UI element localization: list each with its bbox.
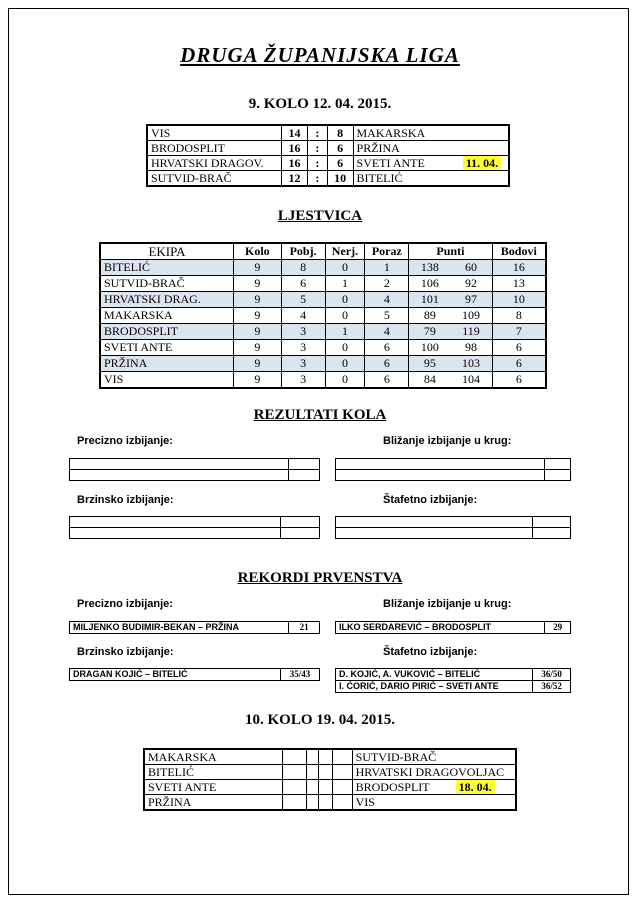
- record-holder: MILJENKO BUDIMIR-BEKAN – PRŽINA: [70, 622, 289, 634]
- col-poraz: Poraz: [365, 243, 409, 260]
- games-played: 9: [233, 372, 281, 389]
- record-value: 21: [289, 622, 320, 634]
- losses: 6: [365, 356, 409, 372]
- page-title: DRUGA ŽUPANIJSKA LIGA: [180, 43, 460, 67]
- score-cell: [283, 780, 307, 795]
- points-for: 79: [409, 324, 451, 340]
- away-cell: [352, 795, 516, 811]
- standings-table: [99, 242, 547, 389]
- record-value: 29: [545, 622, 571, 634]
- points-for: 106: [409, 276, 451, 292]
- home-team: VIS: [147, 125, 282, 141]
- col-pobj: Pobj.: [281, 243, 325, 260]
- records-stafetno-table: [335, 668, 571, 693]
- losses: 4: [365, 324, 409, 340]
- points-against: 103: [450, 356, 492, 372]
- points-against: 119: [450, 324, 492, 340]
- records-precizno-table: [69, 621, 320, 634]
- standings-row: [100, 340, 546, 356]
- score-cell: [318, 765, 332, 780]
- match-row: [147, 141, 509, 156]
- points-against: 109: [450, 308, 492, 324]
- total-points: 10: [492, 292, 546, 308]
- results-brzinsko-label: Brzinsko izbijanje:: [77, 494, 174, 506]
- away-team: HRVATSKI DRAGOVOLJAC: [355, 765, 505, 779]
- records-brzinsko-table: [69, 668, 320, 681]
- games-played: 9: [233, 356, 281, 372]
- games-played: 9: [233, 292, 281, 308]
- away-cell: [352, 780, 516, 795]
- points-against: 92: [450, 276, 492, 292]
- games-played: 9: [233, 324, 281, 340]
- total-points: 6: [492, 372, 546, 389]
- home-team: PRŽINA: [144, 795, 283, 811]
- team-name: VIS: [100, 372, 233, 389]
- total-points: 6: [492, 340, 546, 356]
- score-cell: [307, 795, 319, 811]
- match-row: [147, 171, 509, 187]
- results-precizno-table: [69, 458, 320, 481]
- games-played: 9: [233, 276, 281, 292]
- col-kolo: Kolo: [233, 243, 281, 260]
- score-cell: [318, 795, 332, 811]
- standings-row: [100, 324, 546, 340]
- away-score: 6: [327, 141, 353, 156]
- home-team: MAKARSKA: [144, 749, 283, 765]
- losses: 2: [365, 276, 409, 292]
- home-team: SVETI ANTE: [144, 780, 283, 795]
- home-score: 12: [282, 171, 308, 187]
- record-value: 36/52: [533, 681, 571, 693]
- records-header: REKORDI PRVENSTVA: [237, 570, 403, 586]
- team-name: SVETI ANTE: [100, 340, 233, 356]
- round10-table: [143, 748, 517, 811]
- wins: 5: [281, 292, 325, 308]
- wins: 3: [281, 340, 325, 356]
- fixture-row: [144, 749, 516, 765]
- draws: 0: [325, 308, 365, 324]
- away-team: PRŽINA: [356, 141, 400, 155]
- score-cell: [332, 765, 352, 780]
- away-cell: [352, 749, 516, 765]
- results-precizno-label: Precizno izbijanje:: [77, 435, 173, 447]
- wins: 4: [281, 308, 325, 324]
- fixture-row: [144, 795, 516, 811]
- points-against: 97: [450, 292, 492, 308]
- results-stafetno-table: [335, 516, 571, 539]
- home-score: 16: [282, 141, 308, 156]
- away-team: MAKARSKA: [356, 126, 426, 140]
- records-precizno-label: Precizno izbijanje:: [77, 598, 173, 610]
- home-team: HRVATSKI DRAGOV.: [147, 156, 282, 171]
- score-cell: [318, 749, 332, 765]
- results-brzinsko-table: [69, 516, 320, 539]
- draws: 0: [325, 356, 365, 372]
- games-played: 9: [233, 260, 281, 276]
- records-brzinsko-label: Brzinsko izbijanje:: [77, 646, 174, 658]
- score-separator: :: [307, 125, 327, 141]
- away-cell: [353, 125, 509, 141]
- draws: 1: [325, 276, 365, 292]
- away-score: 6: [327, 156, 353, 171]
- losses: 4: [365, 292, 409, 308]
- standings-row: [100, 292, 546, 308]
- draws: 0: [325, 260, 365, 276]
- losses: 6: [365, 372, 409, 389]
- total-points: 13: [492, 276, 546, 292]
- points-against: 98: [450, 340, 492, 356]
- games-played: 9: [233, 340, 281, 356]
- points-against: 60: [450, 260, 492, 276]
- losses: 1: [365, 260, 409, 276]
- away-team: BRODOSPLIT: [355, 780, 430, 794]
- away-team: VIS: [355, 795, 375, 809]
- points-for: 100: [409, 340, 451, 356]
- away-team: SUTVID-BRAČ: [355, 750, 437, 764]
- score-cell: [307, 765, 319, 780]
- losses: 6: [365, 340, 409, 356]
- home-score: 14: [282, 125, 308, 141]
- results-header: REZULTATI KOLA: [253, 407, 387, 423]
- date-note: 11. 04.: [463, 156, 501, 170]
- total-points: 16: [492, 260, 546, 276]
- record-holder: I. ĆORIĆ, DARIO PIRIĆ – SVETI ANTE: [336, 681, 533, 693]
- score-cell: [332, 795, 352, 811]
- fixture-row: [144, 765, 516, 780]
- away-cell: [352, 765, 516, 780]
- team-name: PRŽINA: [100, 356, 233, 372]
- record-holder: D. KOJIĆ, A. VUKOVIĆ – BITELIĆ: [336, 669, 533, 681]
- score-cell: [283, 749, 307, 765]
- total-points: 6: [492, 356, 546, 372]
- standings-header: LJESTVICA: [277, 208, 363, 224]
- draws: 0: [325, 340, 365, 356]
- draws: 0: [325, 372, 365, 389]
- score-cell: [307, 749, 319, 765]
- records-stafetno-label: Štafetno izbijanje:: [383, 646, 478, 658]
- col-ekipa: EKIPA: [100, 243, 233, 260]
- standings-row: [100, 260, 546, 276]
- points-for: 101: [409, 292, 451, 308]
- wins: 6: [281, 276, 325, 292]
- away-cell: [353, 141, 509, 156]
- team-name: BRODOSPLIT: [100, 324, 233, 340]
- total-points: 7: [492, 324, 546, 340]
- total-points: 8: [492, 308, 546, 324]
- score-cell: [283, 765, 307, 780]
- standings-row: [100, 308, 546, 324]
- date-note: 18. 04.: [456, 780, 495, 794]
- standings-row: [100, 276, 546, 292]
- away-team: BITELIĆ: [356, 171, 403, 185]
- home-team: SUTVID-BRAČ: [147, 171, 282, 187]
- draws: 0: [325, 292, 365, 308]
- home-score: 16: [282, 156, 308, 171]
- points-for: 89: [409, 308, 451, 324]
- score-cell: [332, 780, 352, 795]
- away-score: 10: [327, 171, 353, 187]
- col-punti: Punti: [409, 243, 492, 260]
- record-holder: ILKO SERDAREVIĆ – BRODOSPLIT: [336, 622, 545, 634]
- team-name: SUTVID-BRAČ: [100, 276, 233, 292]
- wins: 3: [281, 356, 325, 372]
- games-played: 9: [233, 308, 281, 324]
- wins: 3: [281, 324, 325, 340]
- match-row: [147, 125, 509, 141]
- results-stafetno-label: Štafetno izbijanje:: [383, 494, 478, 506]
- score-cell: [307, 780, 319, 795]
- points-for: 84: [409, 372, 451, 389]
- away-cell: [353, 156, 509, 171]
- results-blizanje-label: Bližanje izbijanje u krug:: [383, 435, 512, 447]
- score-cell: [283, 795, 307, 811]
- score-separator: :: [307, 141, 327, 156]
- home-team: BITELIĆ: [144, 765, 283, 780]
- score-separator: :: [307, 171, 327, 187]
- fixture-row: [144, 780, 516, 795]
- draws: 1: [325, 324, 365, 340]
- score-cell: [332, 749, 352, 765]
- round10-header: 10. KOLO 19. 04. 2015.: [244, 712, 395, 728]
- away-team: SVETI ANTE: [356, 156, 425, 170]
- col-bodovi: Bodovi: [492, 243, 546, 260]
- wins: 8: [281, 260, 325, 276]
- score-cell: [318, 780, 332, 795]
- team-name: BITELIĆ: [100, 260, 233, 276]
- round9-header: 9. KOLO 12. 04. 2015.: [248, 96, 392, 112]
- team-name: HRVATSKI DRAG.: [100, 292, 233, 308]
- points-for: 138: [409, 260, 451, 276]
- match-row: [147, 156, 509, 171]
- score-separator: :: [307, 156, 327, 171]
- away-score: 8: [327, 125, 353, 141]
- home-team: BRODOSPLIT: [147, 141, 282, 156]
- points-against: 104: [450, 372, 492, 389]
- losses: 5: [365, 308, 409, 324]
- records-blizanje-label: Bližanje izbijanje u krug:: [383, 598, 512, 610]
- col-nerj: Nerj.: [325, 243, 365, 260]
- away-cell: [353, 171, 509, 187]
- record-holder: DRAGAN KOJIĆ – BITELIĆ: [70, 669, 281, 681]
- records-blizanje-table: [335, 621, 571, 634]
- record-value: 36/50: [533, 669, 571, 681]
- wins: 3: [281, 372, 325, 389]
- record-value: 35/43: [281, 669, 320, 681]
- standings-row: [100, 372, 546, 389]
- standings-row: [100, 356, 546, 372]
- results-blizanje-table: [335, 458, 571, 481]
- round9-table: [146, 124, 510, 187]
- points-for: 95: [409, 356, 451, 372]
- team-name: MAKARSKA: [100, 308, 233, 324]
